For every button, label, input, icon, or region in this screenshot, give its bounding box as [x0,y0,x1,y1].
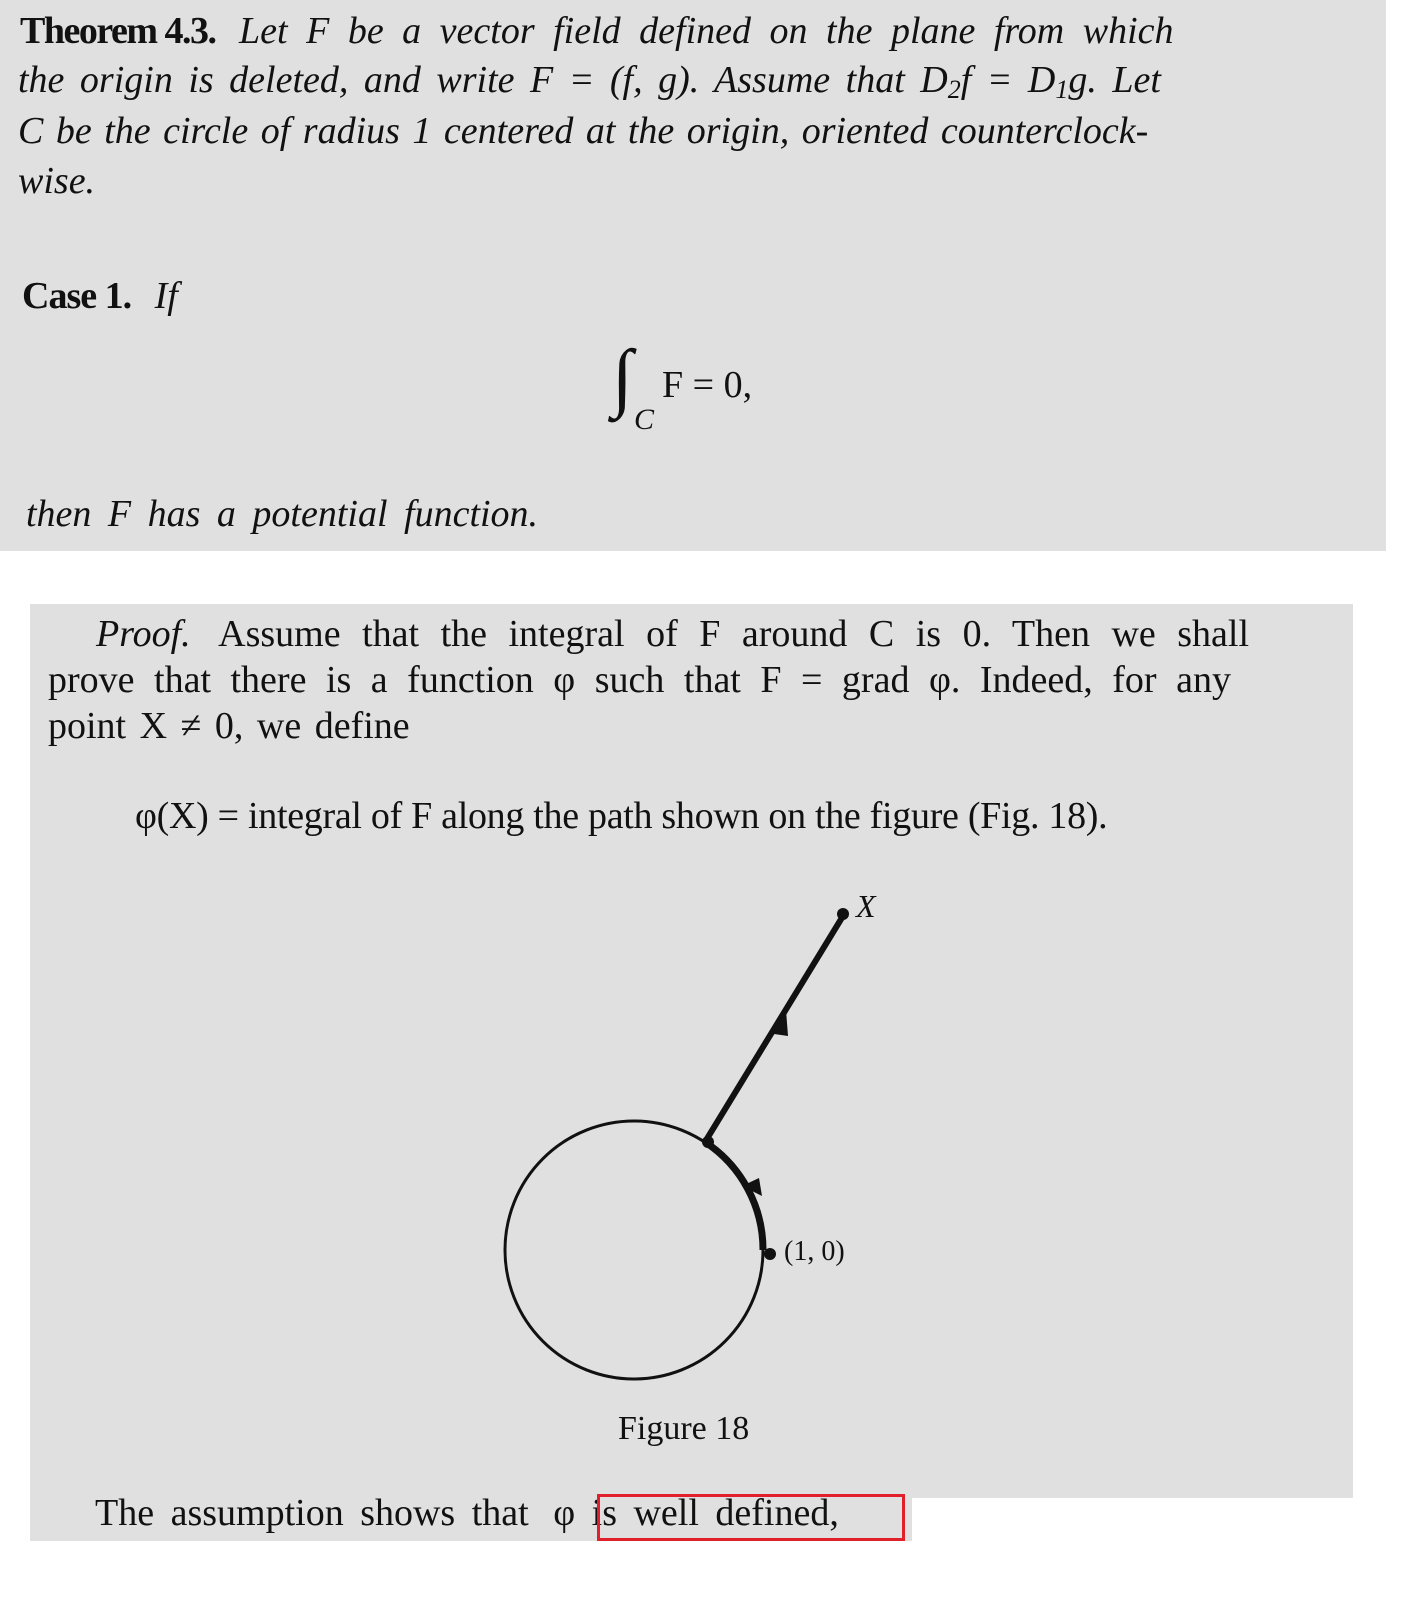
case1-label: Case 1. [22,275,132,317]
theorem-line-4: wise. [18,160,96,202]
proof-label: Proof. [96,613,191,655]
phi-definition: φ(X) = integral of F along the path shown on the figure (Fig. 18). [135,795,1108,837]
integral-sign: ∫ [612,335,633,419]
case1-conclusion: then F has a potential function. [26,493,539,535]
theorem-line-3: C be the circle of radius 1 centered at the origin, oriented counterclock- [18,110,1149,152]
start-point-dot [764,1248,776,1260]
path-line-segment [705,916,843,1142]
selected-phrase[interactable]: φ is well defined, [553,1492,839,1534]
figure-caption: Figure 18 [618,1410,750,1447]
text-selection-box[interactable] [597,1494,905,1541]
case1-if: If [154,275,178,317]
proof-text-1: Assume that the integral of F around C is 0. Then we shall [218,613,1250,655]
theorem-label: Theorem 4.3. [20,10,216,52]
integral-subscript: C [634,403,655,436]
theorem-text-1: Let F be a vector field defined on the plane from which [239,10,1174,52]
last-line-prefix: The assumption shows that [95,1492,529,1534]
theorem-line-2: the origin is deleted, and write F = (f, g). Assume that $D_2f = D_1g$. Let [18,59,1161,104]
junction-point-dot [702,1136,714,1148]
proof-line-3: point X ≠ 0, we define [48,705,410,747]
proof-line-2: prove that there is a function φ such that F = grad φ. Indeed, for any [48,659,1231,701]
path-arc-segment [705,1142,763,1250]
integral-body: F = 0, [662,364,753,406]
point-x-label: X [856,888,876,924]
start-point-label: (1, 0) [784,1236,845,1267]
end-point-x-dot [837,908,849,920]
